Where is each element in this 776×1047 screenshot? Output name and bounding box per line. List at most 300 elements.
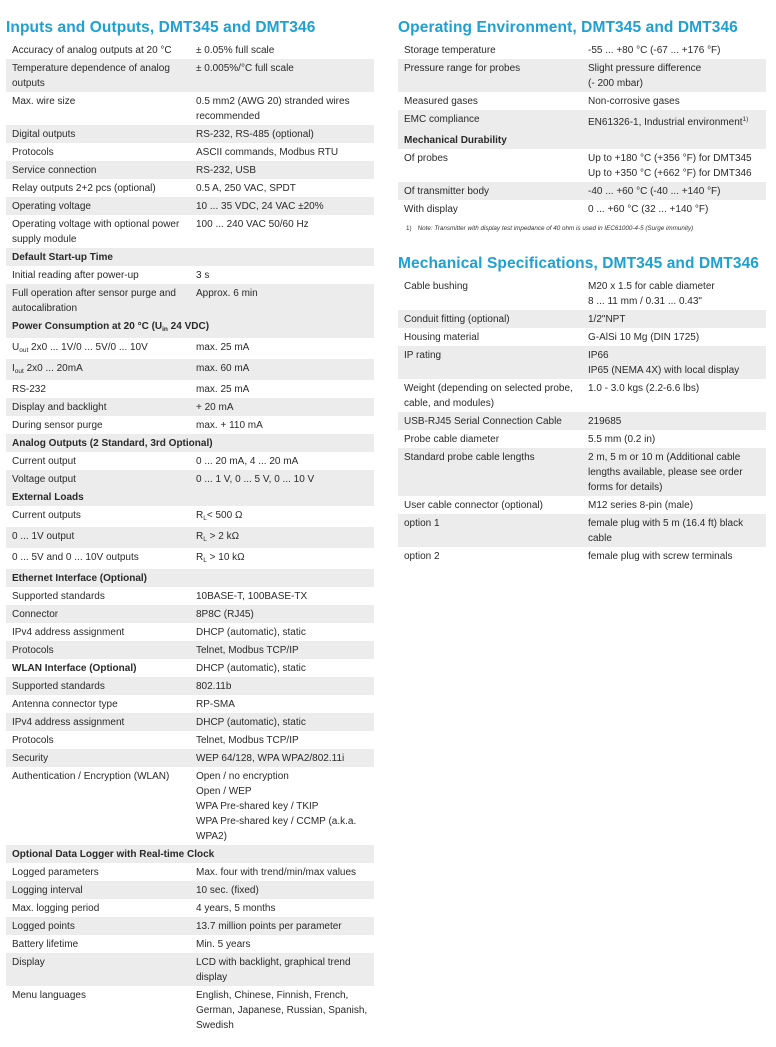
spec-row [6,623,374,641]
spec-value [196,715,368,730]
spec-label-text: User cable connector (optional) [404,500,543,511]
spec-row [398,277,766,310]
spec-value-text: M12 series 8-pin (male) [588,500,694,511]
spec-label-text: 0 ... 5V and 0 ... 10V outputs [12,552,139,563]
spec-value-text: RS-232, RS-485 (optional) [196,129,314,140]
spec-label [12,643,196,658]
spec-value [588,202,760,217]
spec-row [6,125,374,143]
spec-value-text: 1.0 - 3.0 kgs (2.2-6.6 lbs) [588,383,700,394]
spec-label [12,865,196,880]
spec-value-line: IP65 (NEMA 4X) with local display [588,365,740,376]
spec-value [588,549,760,564]
spec-label-text: Menu languages [12,990,86,1001]
spec-value-text: G-AlSi 10 Mg (DIN 1725) [588,332,700,343]
spec-label-text: Display [12,957,45,968]
spec-value-line: WPA Pre-shared key / TKIP [196,801,319,812]
spec-value [196,400,368,415]
spec-label [12,454,196,469]
spec-value [588,498,760,513]
spec-row [6,986,374,1034]
spec-label-text: Probe cable diameter [404,434,500,445]
spec-value-text: Max. four with trend/min/max values [196,867,357,878]
spec-value-text: 10 sec. (fixed) [196,885,259,896]
footnote-number: 1) [406,225,412,232]
spec-value-suffix: < 500 Ω [206,510,243,521]
spec-label-text: IPv4 address assignment [12,717,125,728]
spec-value-text: Telnet, Modbus TCP/IP [196,645,299,656]
spec-label-text: Service connection [12,165,97,176]
spec-value-text: female plug with 5 m (16.4 ft) black cable [588,518,744,544]
spec-value-line: (- 200 mbar) [588,78,644,89]
spec-label-text: Of transmitter body [404,186,490,197]
spec-value-text: Approx. 6 min [196,288,258,299]
right-column [398,20,766,565]
spec-label-text: Operating voltage [12,201,91,212]
spec-label-text: With display [404,204,458,215]
spec-value-subscript: L [203,536,207,543]
spec-label [12,217,196,247]
spec-label [12,163,196,178]
spec-value-text: RP-SMA [196,699,235,710]
section-header [6,845,374,863]
spec-row [6,605,374,623]
spec-label [12,679,196,694]
spec-value-line: Open / WEP [196,786,252,797]
spec-label [404,61,588,91]
spec-value-text: Min. 5 years [196,939,251,950]
spec-label [12,697,196,712]
spec-value-text: 1/2"NPT [588,314,626,325]
spec-value [588,184,760,199]
spec-value-text: 0.5 mm2 (AWG 20) stranded wires recommended [196,96,350,122]
spec-row [398,149,766,182]
spec-label-text: Protocols [12,147,54,158]
spec-label-text: Logged points [12,921,75,932]
spec-label-text: IPv4 address assignment [12,627,125,638]
spec-value-line: WPA Pre-shared key / CCMP (a.k.a. WPA2) [196,816,357,842]
spec-value [588,414,760,429]
spec-value-text: 0 ... 20 mA, 4 ... 20 mA [196,456,299,467]
spec-row [398,328,766,346]
spec-value [196,625,368,640]
spec-label-text: Weight (depending on selected probe, cable, and modules) [404,383,573,409]
spec-row [6,416,374,434]
spec-row [6,749,374,767]
spec-label [12,61,196,91]
spec-value-text: R [196,531,204,542]
spec-value [196,769,368,844]
spec-value [196,751,368,766]
spec-value [196,43,368,58]
spec-label-text: Conduit fitting (optional) [404,314,510,325]
spec-label-text: 0 ... 1V output [12,531,75,542]
spec-row [6,548,374,569]
spec-row [6,179,374,197]
section-header [6,248,374,266]
spec-row [6,59,374,92]
spec-label-text: Current output [12,456,76,467]
spec-label [404,184,588,199]
spec-value-text: R [196,552,204,563]
spec-label-text: Pressure range for probes [404,63,521,74]
section-header-text: Mechanical Durability [404,135,507,146]
spec-label-text: option 2 [404,551,440,562]
spec-value [588,312,760,327]
spec-value [196,163,368,178]
spec-label [404,516,588,546]
spec-value-text: English, Chinese, Finnish, French, German, Japanese, Russian, Spanish, Swedish [196,990,368,1031]
spec-label-text: Cable bushing [404,281,468,292]
spec-row [398,379,766,412]
spec-label-text: Logged parameters [12,867,99,878]
spec-value [196,550,368,568]
spec-row [6,359,374,380]
spec-value [196,217,368,247]
spec-value-text: WEP 64/128, WPA WPA2/802.11i [196,753,345,764]
spec-value [196,94,368,124]
spec-label-text: I [12,363,15,374]
spec-label [404,279,588,309]
spec-value-line: Open / no encryption [196,771,289,782]
footnote-text: Note: Transmitter with display test impedance of 40 ohm is used in IEC61000-4-5 (Surge immunity) [417,225,694,232]
spec-row [6,41,374,59]
spec-label [12,625,196,640]
spec-row [6,767,374,845]
spec-label-text: Supported standards [12,681,105,692]
spec-value-subscript: L [203,557,207,564]
spec-label [12,937,196,952]
spec-value [588,381,760,411]
spec-label-suffix: 2x0 ... 1V/0 ... 5V/0 ... 10V [28,342,148,353]
spec-value-text: 802.11b [196,681,232,692]
spec-label-text: Operating voltage with optional power supply module [12,219,180,245]
spec-value [588,61,760,91]
spec-value-text: 8P8C (RJ45) [196,609,254,620]
spec-value-text: 10BASE-T, 100BASE-TX [196,591,308,602]
spec-label [404,549,588,564]
spec-value [588,432,760,447]
spec-label-text: Max. logging period [12,903,100,914]
spec-value-text: ± 0.005%/°C full scale [196,63,294,74]
spec-label-text: Logging interval [12,885,83,896]
spec-row [6,587,374,605]
spec-row [6,161,374,179]
spec-label-text: IP rating [404,350,442,361]
spec-label [12,955,196,985]
spec-label [404,312,588,327]
spec-label [12,751,196,766]
section-header-row [6,659,374,677]
spec-value-text: EN61326-1, Industrial environment [588,117,743,128]
spec-value [588,94,760,109]
spec-row [6,731,374,749]
spec-value [196,919,368,934]
spec-row [398,310,766,328]
spec-value [196,901,368,916]
spec-value [196,955,368,985]
section-header [6,317,374,338]
spec-label [404,432,588,447]
spec-label-text: Connector [12,609,59,620]
spec-row [398,110,766,131]
section-header-text: Ethernet Interface (Optional) [12,573,148,584]
spec-row [6,266,374,284]
spec-label-text: Storage temperature [404,45,496,56]
spec-label-text: Standard probe cable lengths [404,452,535,463]
spec-label-subscript: out [19,347,29,354]
mechanical-specs-table [398,277,766,565]
spec-label-text: Authentication / Encryption (WLAN) [12,771,170,782]
spec-value-text: ± 0.05% full scale [196,45,275,56]
spec-row [6,899,374,917]
spec-value [196,268,368,283]
spec-label [12,43,196,58]
spec-label-text: Of probes [404,153,448,164]
spec-row [6,92,374,125]
section-header-text-suffix: 24 VDC) [167,321,210,332]
spec-label [12,919,196,934]
spec-row [6,641,374,659]
spec-label [12,199,196,214]
spec-value [196,145,368,160]
spec-label [12,472,196,487]
spec-label-text: Battery lifetime [12,939,79,950]
spec-label [12,181,196,196]
spec-label-text: Protocols [12,645,54,656]
spec-label-text: Display and backlight [12,402,107,413]
spec-value-text: ASCII commands, Modbus RTU [196,147,339,158]
spec-label-text: Voltage output [12,474,76,485]
section-header [6,434,374,452]
footnote [398,218,766,233]
spec-row [6,917,374,935]
mechanical-specs-title: Mechanical Specifications, DMT345 and DMT346 [398,255,760,272]
spec-label [404,414,588,429]
spec-value-line: Slight pressure difference [588,63,702,74]
section-header-text: External Loads [12,492,84,503]
spec-label [404,202,588,217]
spec-label [404,330,588,345]
spec-row [6,953,374,986]
spec-label [12,715,196,730]
spec-label-text: EMC compliance [404,114,480,125]
spec-label-text: Supported standards [12,591,105,602]
spec-value [196,454,368,469]
spec-label-text: U [12,342,20,353]
spec-row [6,506,374,527]
spec-value [196,937,368,952]
section-header-text: Analog Outputs (2 Standard, 3rd Optional) [12,438,213,449]
spec-value [588,450,760,495]
spec-label [404,381,588,411]
spec-row [6,398,374,416]
spec-value-line: Up to +180 °C (+356 °F) for DMT345 [588,153,752,164]
spec-label [12,988,196,1033]
spec-row [6,677,374,695]
spec-value [196,127,368,142]
spec-value-text: 2 m, 5 m or 10 m (Additional cable lengths available, please see order forms for details) [588,452,743,493]
spec-value-text: 3 s [196,270,210,281]
spec-label [12,607,196,622]
spec-label [12,145,196,160]
inputs-outputs-title: Inputs and Outputs, DMT345 and DMT346 [6,19,316,36]
spec-value [196,508,368,526]
spec-label [12,733,196,748]
spec-value-text: Telnet, Modbus TCP/IP [196,735,299,746]
spec-row [398,448,766,496]
spec-label-text: Measured gases [404,96,478,107]
spec-value [588,112,760,130]
spec-label-text: During sensor purge [12,420,103,431]
spec-label [404,498,588,513]
spec-label [12,661,196,676]
spec-value-text: 0.5 A, 250 VAC, SPDT [196,183,296,194]
spec-label [12,127,196,142]
spec-label [12,418,196,433]
spec-value [196,340,368,358]
spec-value [196,382,368,397]
spec-label [12,883,196,898]
spec-row [6,881,374,899]
spec-row [6,338,374,359]
spec-label-suffix: 2x0 ... 20mA [23,363,83,374]
spec-label [12,400,196,415]
spec-label [12,94,196,124]
spec-value-text: max. 25 mA [196,342,250,353]
spec-row [6,284,374,317]
spec-label [404,94,588,109]
spec-label-text: Housing material [404,332,480,343]
spec-value [588,348,760,378]
spec-row [398,200,766,218]
spec-label [404,112,588,130]
spec-value-text: female plug with screw terminals [588,551,733,562]
spec-value [196,286,368,316]
spec-value-text: max. + 110 mA [196,420,263,431]
spec-value-text: Non-corrosive gases [588,96,680,107]
spec-value [196,607,368,622]
spec-value-suffix: > 10 kΩ [206,552,245,563]
spec-row [398,514,766,547]
spec-value-text: 5.5 mm (0.2 in) [588,434,656,445]
spec-label [12,382,196,397]
spec-value-line: 8 ... 11 mm / 0.31 ... 0.43" [588,296,702,307]
spec-value [196,661,368,676]
spec-label [12,508,196,526]
spec-value [196,643,368,658]
spec-label-text: Relay outputs 2+2 pcs (optional) [12,183,156,194]
spec-label-text: Max. wire size [12,96,76,107]
spec-label-text: WLAN Interface (Optional) [12,663,137,674]
spec-value-text: -55 ... +80 °C (-67 ... +176 °F) [588,45,721,56]
spec-value-superscript: 1) [742,116,749,123]
spec-label-text: Full operation after sensor purge and autocalibration [12,288,176,314]
spec-row [6,452,374,470]
spec-row [6,695,374,713]
spec-value-text: DHCP (automatic), static [196,717,306,728]
spec-value [196,199,368,214]
section-header [6,569,374,587]
spec-value-text: R [196,510,204,521]
spec-value-text: DHCP (automatic), static [196,627,306,638]
section-header [398,131,766,149]
spec-value-text: 4 years, 5 months [196,903,276,914]
spec-value [196,181,368,196]
spec-value [196,697,368,712]
spec-value [196,529,368,547]
section-header [6,488,374,506]
spec-label [404,43,588,58]
spec-row [6,143,374,161]
spec-row [6,935,374,953]
spec-label [12,340,196,358]
spec-value-line: M20 x 1.5 for cable diameter [588,281,715,292]
left-column [6,20,374,1034]
spec-value [196,361,368,379]
spec-value [588,43,760,58]
spec-value-text: + 20 mA [196,402,234,413]
spec-value-text: 219685 [588,416,622,427]
spec-row [398,92,766,110]
section-header-text: Power Consumption at 20 °C (U [12,321,163,332]
spec-label [12,529,196,547]
spec-row [398,346,766,379]
spec-row [6,197,374,215]
spec-row [398,496,766,514]
operating-environment-table [398,41,766,218]
spec-label-text: Accuracy of analog outputs at 20 °C [12,45,172,56]
spec-value [196,61,368,91]
spec-value-text: 0 ... +60 °C (32 ... +140 °F) [588,204,709,215]
inputs-outputs-table [6,41,374,1034]
spec-value-text: max. 25 mA [196,384,250,395]
spec-label [12,268,196,283]
spec-value-text: 13.7 million points per parameter [196,921,342,932]
spec-value [196,418,368,433]
spec-value [588,330,760,345]
spec-label-text: Security [12,753,49,764]
spec-label [12,286,196,316]
spec-value [196,988,368,1033]
spec-label-subscript: out [14,368,24,375]
spec-value [588,279,760,309]
spec-label-text: Current outputs [12,510,81,521]
spec-value [196,679,368,694]
spec-row [6,863,374,881]
spec-label-text: RS-232 [12,384,46,395]
spec-label [12,361,196,379]
spec-label [12,769,196,844]
spec-value-text: RS-232, USB [196,165,257,176]
spec-value [196,865,368,880]
spec-value-text: 0 ... 1 V, 0 ... 5 V, 0 ... 10 V [196,474,315,485]
spec-label [404,348,588,378]
spec-label [404,450,588,495]
spec-label-text: Antenna connector type [12,699,118,710]
spec-row [398,41,766,59]
spec-row [398,182,766,200]
spec-value-text: -40 ... +60 °C (-40 ... +140 °F) [588,186,721,197]
spec-label [12,550,196,568]
spec-label-text: option 1 [404,518,440,529]
spec-row [6,527,374,548]
spec-row [398,547,766,565]
spec-value [588,151,760,181]
spec-row [398,59,766,92]
spec-value-subscript: L [203,515,207,522]
spec-value-line: Up to +350 °C (+662 °F) for DMT346 [588,168,752,179]
